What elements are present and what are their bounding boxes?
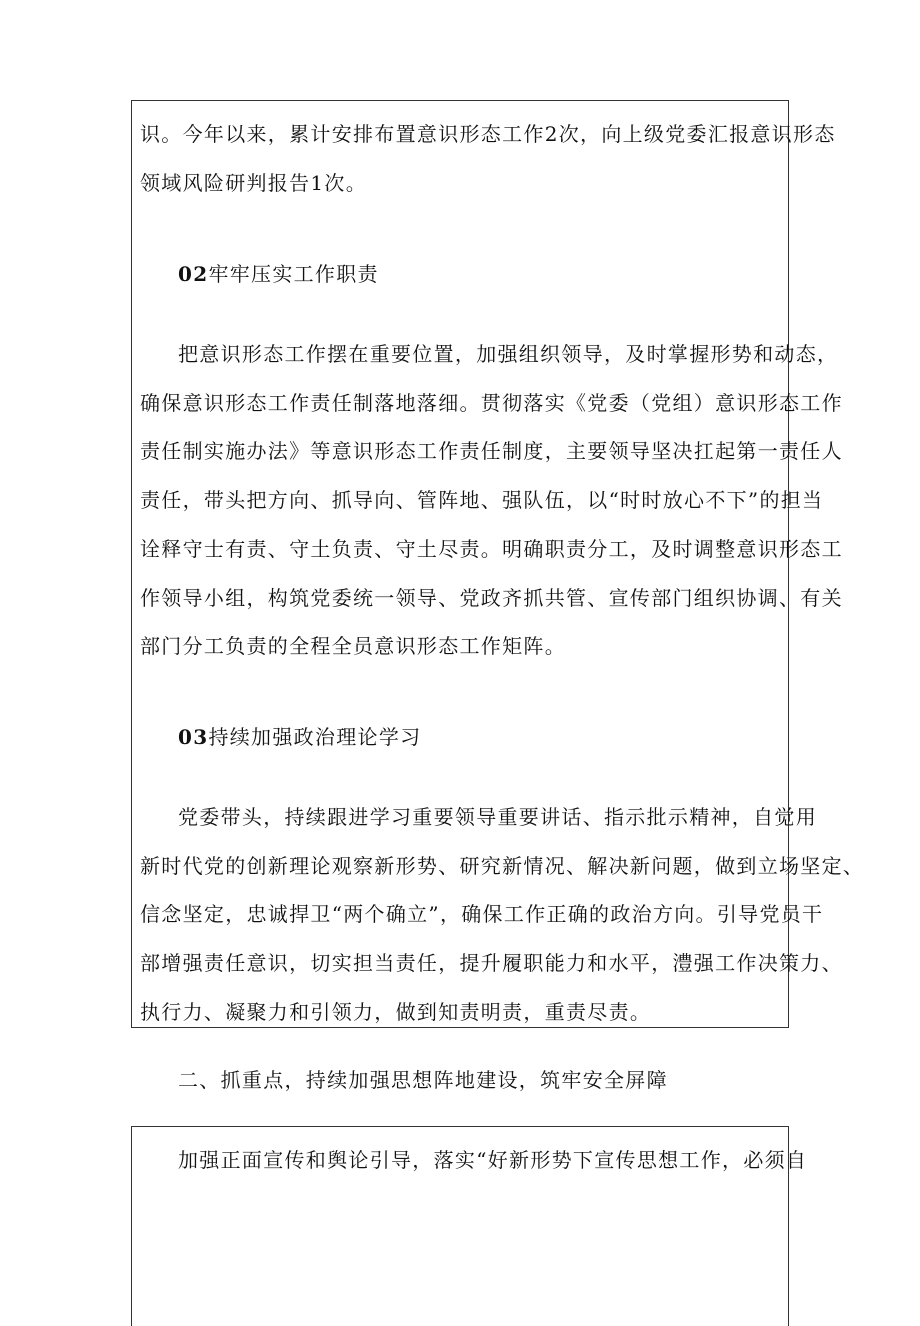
section-title: 牢牢压实工作职责 [208, 262, 379, 286]
paragraph-line: 诠释守士有责、守土负责、守土尽责。明确职责分工，及时调整意识形态工 [140, 537, 843, 561]
paragraph-line: 识。今年以来，累计安排布置意识形态工作2次，向上级党委汇报意识形态 [140, 122, 836, 146]
text-box-upper [131, 100, 789, 1028]
section-heading-02 [178, 262, 379, 286]
section-heading-03 [178, 725, 421, 749]
paragraph-line: 部增强责任意识，切实担当责任，提升履职能力和水平，澧强工作决策力、 [140, 951, 843, 975]
paragraph-line: 责任，带头把方向、抓导向、管阵地、强队伍，以“时时放心不下”的担当 [140, 488, 824, 512]
paragraph-line: 作领导小组，构筑党委统一领导、党政齐抓共管、宣传部门组织协调、有关 [140, 586, 843, 610]
paragraph-line: 确保意识形态工作责任制落地落细。贯彻落实《党委（党组）意识形态工作 [140, 391, 843, 415]
section-two-title: 二、抓重点，持续加强思想阵地建设，筑牢安全屏障 [178, 1068, 668, 1092]
section-number: 03 [178, 725, 209, 749]
section-title: 持续加强政治理论学习 [208, 725, 422, 749]
paragraph-line: 责任制实施办法》等意识形态工作责任制度，主要领导坚决扛起第一责任人 [140, 439, 843, 463]
paragraph-line: 把意识形态工作摆在重要位置，加强组织领导，及时掌握形势和动态， [178, 342, 839, 366]
paragraph-line: 部门分工负责的全程全员意识形态工作矩阵。 [140, 634, 566, 658]
paragraph-line: 新时代党的创新理论观察新形势、研究新情况、解决新问题，做到立场坚定、 [140, 854, 865, 878]
paragraph-line: 领域风险研判报告1次。 [140, 171, 368, 195]
section-number: 02 [178, 262, 209, 286]
paragraph-line: 信念坚定，忠诚捍卫“两个确立”，确保工作正确的政治方向。引导党员干 [140, 902, 824, 926]
paragraph-line: 党委带头，持续跟进学习重要领导重要讲话、指示批示精神，自觉用 [178, 805, 817, 829]
paragraph-line: 加强正面宣传和舆论引导，落实“好新形势下宣传思想工作，必须自 [178, 1148, 808, 1172]
paragraph-line: 执行力、凝聚力和引领力，做到知责明责，重责尽责。 [140, 1000, 652, 1024]
